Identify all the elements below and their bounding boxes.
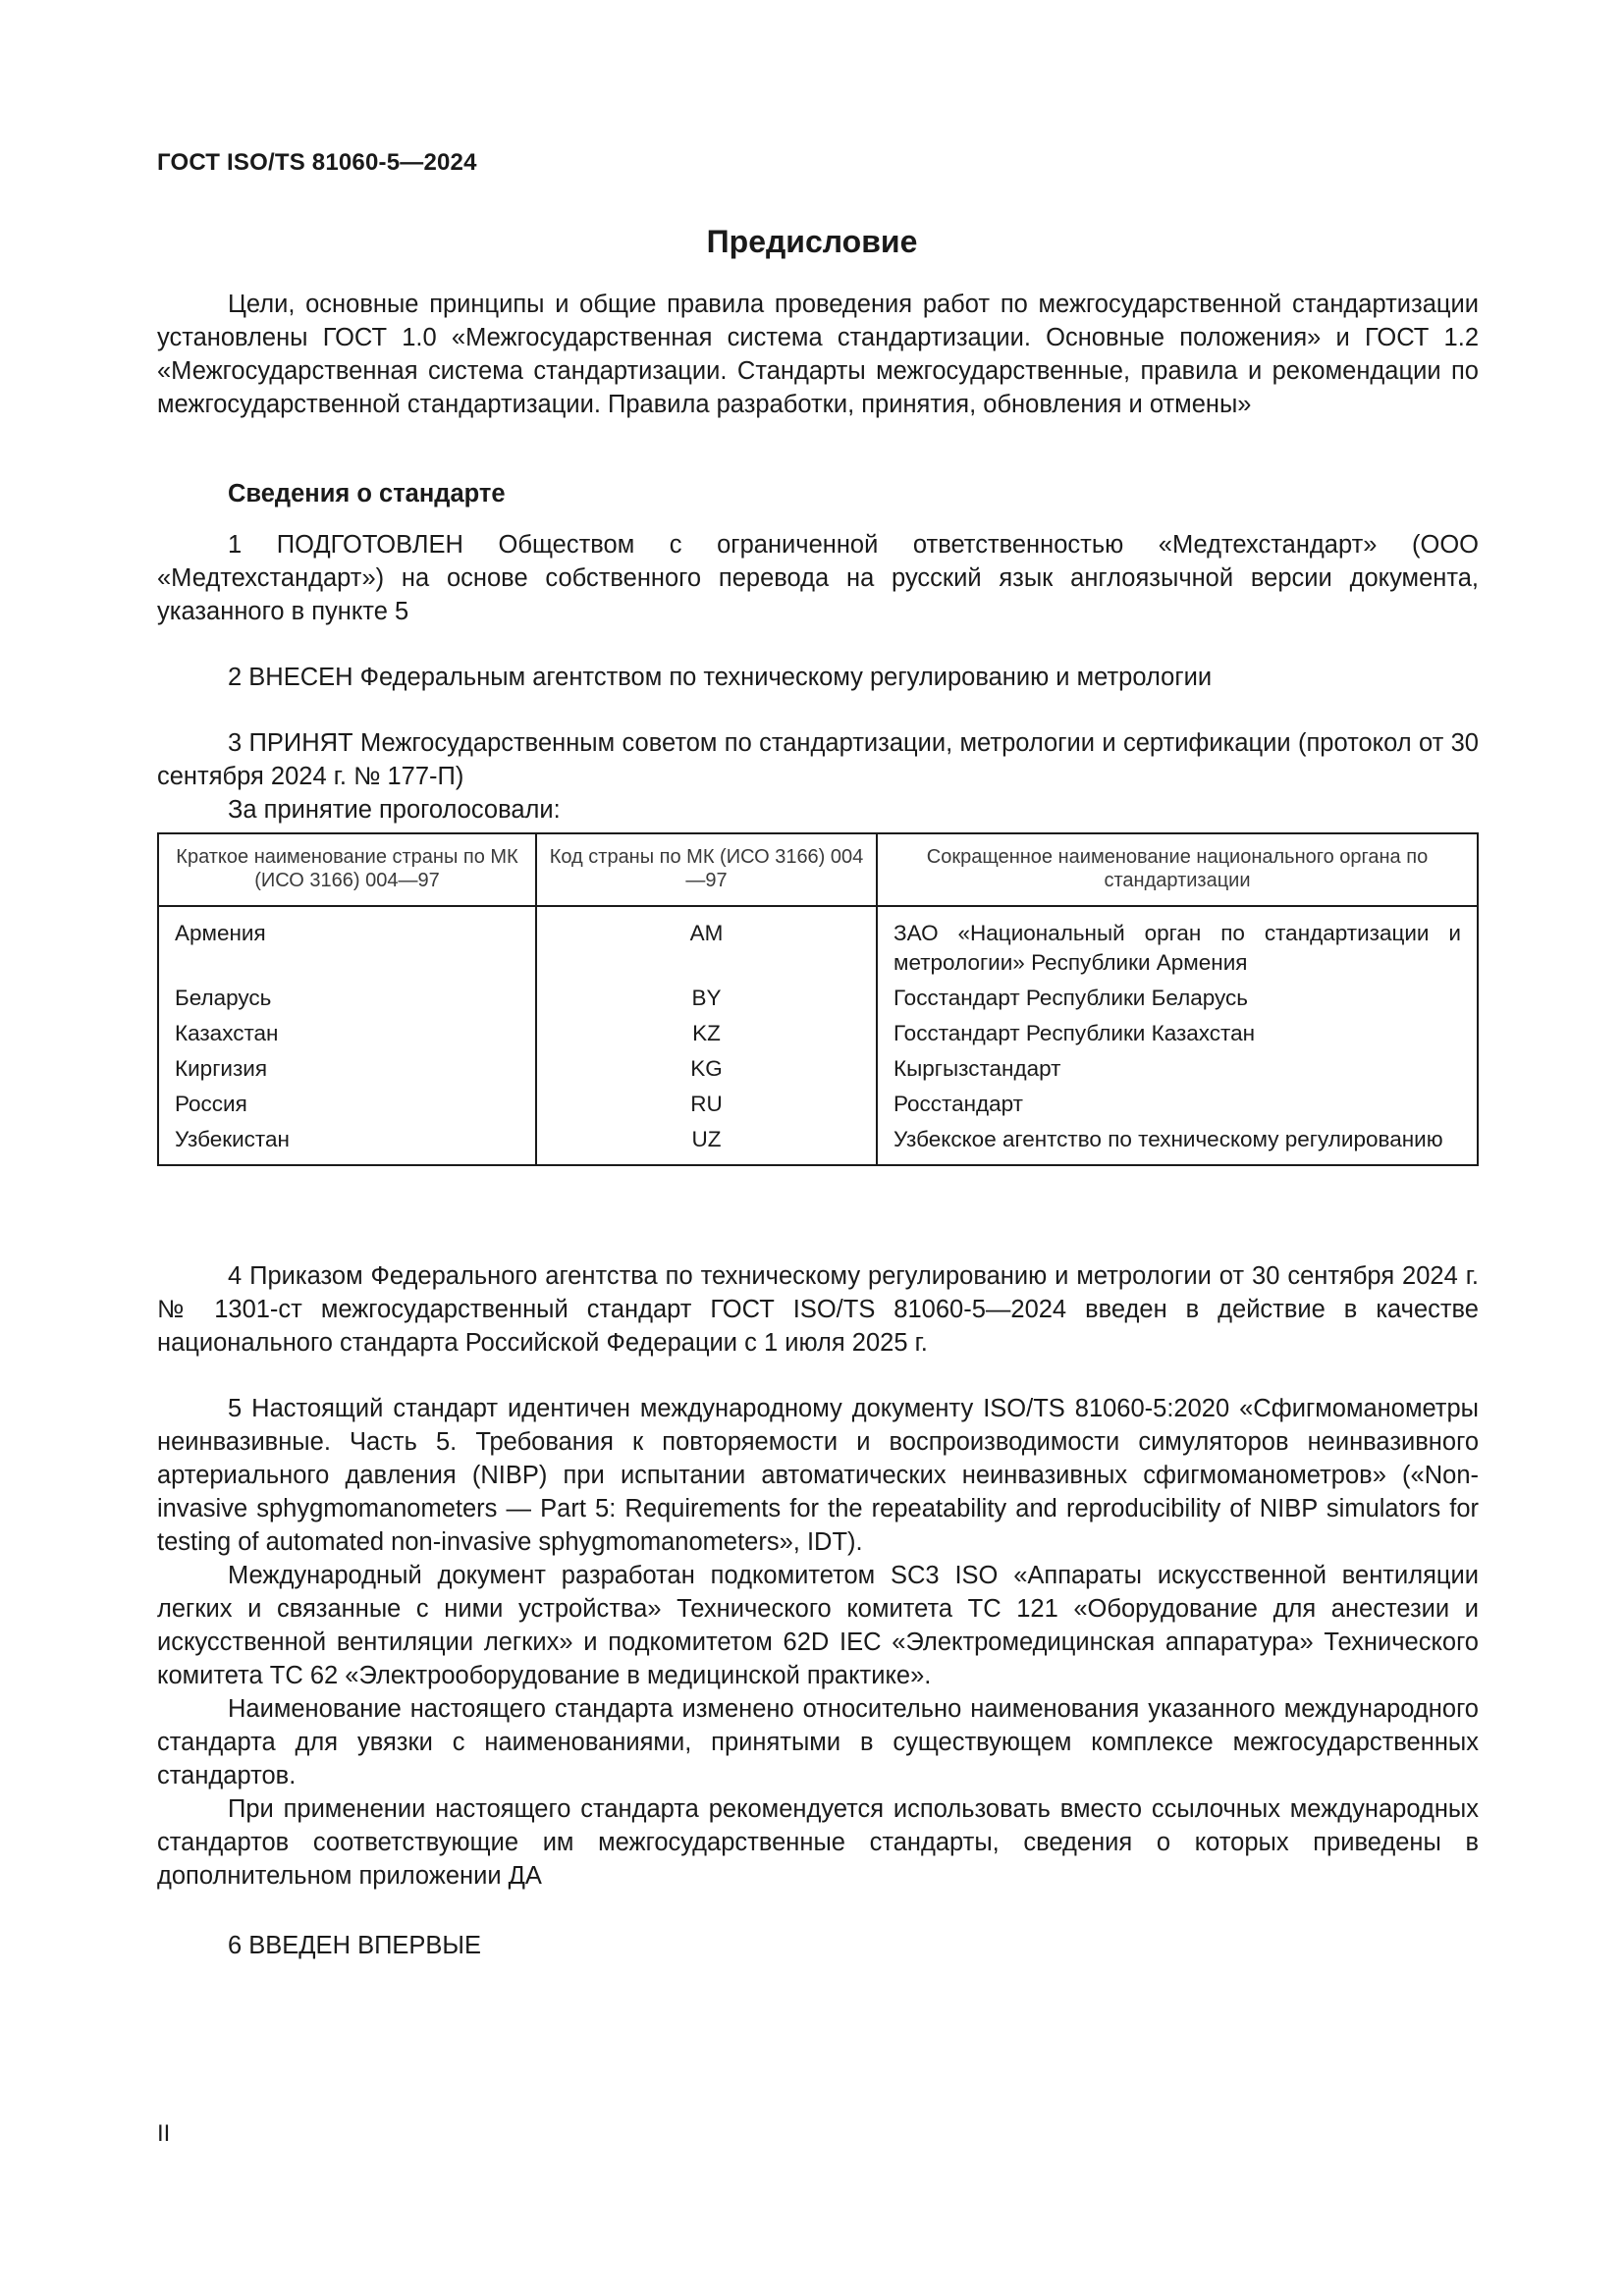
table-row: [158, 1087, 1478, 1122]
organ-cell: Госстандарт Республики Казахстан: [877, 1016, 1478, 1051]
country-cell: Армения: [158, 906, 536, 981]
country-cell: Казахстан: [158, 1016, 536, 1051]
page-number: II: [157, 2120, 171, 2147]
header-organ: Сокращенное наименование национального органа по стандартизации: [877, 833, 1478, 906]
organ-cell: Госстандарт Республики Беларусь: [877, 981, 1478, 1016]
intro-block: [157, 288, 1479, 421]
table-row: [158, 981, 1478, 1016]
document-code-header: ГОСТ ISO/TS 81060-5—2024: [157, 149, 477, 176]
item6-paragraph: 6 ВВЕДЕН ВПЕРВЫЕ: [228, 1932, 482, 1959]
item5-paragraph-4: При применении настоящего стандарта рекомендуется использовать вместо ссылочных международных стандартов соответствующие им межгосударственные стандарты, сведения о которых приведены в дополнительном приложении ДА: [157, 1795, 1479, 1890]
table-header-row: [158, 833, 1478, 906]
organ-cell: Кыргызстандарт: [877, 1051, 1478, 1087]
country-cell: Беларусь: [158, 981, 536, 1016]
item3-paragraph: 3 ПРИНЯТ Межгосударственным советом по стандартизации, метрологии и сертификации (протокол от 30 сентября 2024 г. № 177-П): [157, 729, 1479, 790]
item1-paragraph: 1 ПОДГОТОВЛЕН Обществом с ограниченной ответственностью «Медтехстандарт» (ООО «Медтехстандарт») на основе собственного перевода на русский язык англоязычной версии документа, указанного в пункте 5: [157, 531, 1479, 625]
item2-block: [157, 661, 1479, 694]
header-country: Краткое наименование страны по МК (ИСО 3166) 004—97: [158, 833, 536, 906]
item4-paragraph: 4 Приказом Федерального агентства по техническому регулированию и метрологии от 30 сентября 2024 г. № 1301-ст межгосударственный стандарт ГОСТ ISO/TS 81060-5—2024 введен в действие в качестве национального стандарта Российской Федерации с 1 июля 2025 г.: [157, 1262, 1479, 1357]
table-row: [158, 1016, 1478, 1051]
code-cell: BY: [536, 981, 877, 1016]
section-title: Предисловие: [706, 224, 918, 259]
info-heading-block: [157, 477, 1479, 510]
item1-block: [157, 528, 1479, 628]
table-row: [158, 906, 1478, 981]
table-row: [158, 1122, 1478, 1165]
intro-paragraph: Цели, основные принципы и общие правила проведения работ по межгосударственной стандартизации установлены ГОСТ 1.0 «Межгосударственная система стандартизации. Основные положения» и ГОСТ 1.2 «Межгосударственная система стандартизации. Стандарты межгосударственные, правила и рекомендации по межгосударственной стандартизации. Правила разработки, принятия, обновления и отмены»: [157, 291, 1479, 418]
info-heading: Сведения о стандарте: [228, 480, 506, 507]
code-cell: RU: [536, 1087, 877, 1122]
code-cell: KG: [536, 1051, 877, 1087]
organ-cell: Росстандарт: [877, 1087, 1478, 1122]
item4-block: [157, 1259, 1479, 1360]
organ-cell: ЗАО «Национальный орган по стандартизации и метрологии» Республики Армения: [877, 906, 1478, 981]
item5-paragraph: 5 Настоящий стандарт идентичен международному документу ISO/TS 81060-5:2020 «Сфигмоманометры неинвазивные. Часть 5. Требования к повторяемости и воспроизводимости симуляторов неинвазивного артериального давления (NIBP) при испытании автоматических неинвазивных сфигмоманометров» («Non-invasive sphygmomanometers — Part 5: Requirements for the repeatability and reproducibility of NIBP simulators for testing of automated non-invasive sphygmomanometers», IDT).: [157, 1395, 1479, 1556]
organ-cell: Узбекское агентство по техническому регулированию: [877, 1122, 1478, 1165]
code-cell: AM: [536, 906, 877, 981]
country-cell: Узбекистан: [158, 1122, 536, 1165]
item6-block: [157, 1929, 1479, 1962]
code-cell: UZ: [536, 1122, 877, 1165]
header-code: Код страны по МК (ИСО 3166) 004—97: [536, 833, 877, 906]
table-row: [158, 1051, 1478, 1087]
code-cell: KZ: [536, 1016, 877, 1051]
country-cell: Россия: [158, 1087, 536, 1122]
item5-paragraph-3: Наименование настоящего стандарта изменено относительно наименования указанного международного стандарта для увязки с наименованиями, принятыми в существующем комплексе межгосударственных стандартов.: [157, 1695, 1479, 1789]
item2-paragraph: 2 ВНЕСЕН Федеральным агентством по техническому регулированию и метрологии: [228, 664, 1213, 691]
voted-label: За принятие проголосовали:: [228, 796, 561, 824]
voting-table: [157, 832, 1479, 1166]
country-cell: Киргизия: [158, 1051, 536, 1087]
item3-block: [157, 726, 1479, 827]
item5-paragraph-2: Международный документ разработан подкомитетом SC3 ISO «Аппараты искусственной вентиляции легких и связанные с ними устройства» Технического комитета ТС 121 «Оборудование для анестезии и искусственной вентиляции легких» и подкомитетом 62D IEC «Электромедицинская аппаратура» Технического комитета ТС 62 «Электрооборудование в медицинской практике».: [157, 1562, 1479, 1689]
item5-block: [157, 1392, 1479, 1893]
